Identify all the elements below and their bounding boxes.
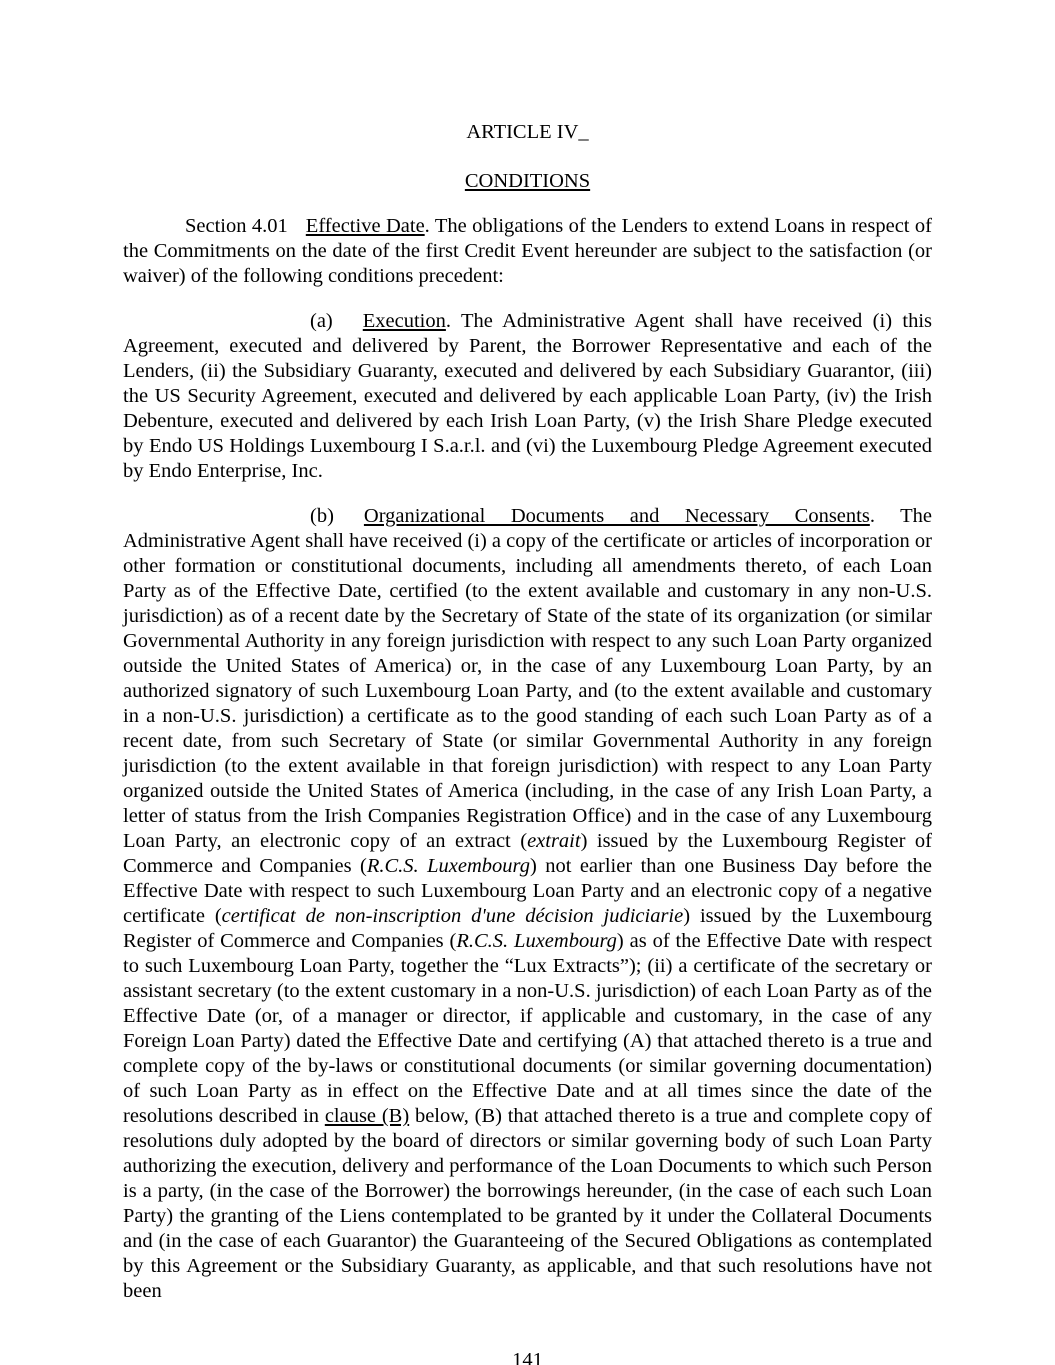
paragraph-clause-a: (a) Execution. The Administrative Agent shall have received (i) this Agreement, executed and delivered by Parent, the Borrower Representative and each of the Lenders, (ii) the Subsidiary Guaranty, executed and delivered by each Subsidiary Guarantor, (iii) the US Security Agreement, executed and delivered by each applicable Loan Party, (iv) the Irish Debenture, executed and delivered by each Irish Loan Party, (v) the Irish Share Pledge executed by Endo US Holdings Luxembourg I S.a.r.l. and (vi) the Luxembourg Pledge Agreement executed by Endo Enterprise, Inc. (123, 310, 932, 482)
paragraph-section-4-01: Section 4.01 Effective Date. The obligations of the Lenders to extend Loans in respect of the Commitments on the date of the first Credit Event hereunder are subject to the satisfaction (or waiver) of the following conditions precedent: (123, 215, 932, 287)
paragraph-clause-b: (b) Organizational Documents and Necessary Consents. The Administrative Agent shall have received (i) a copy of the certificate or articles of incorporation or other formation or constitutional documents, including all amendments thereto, of each Loan Party as of the Effective Date, certified (to the extent available and customary in any non-U.S. jurisdiction) as of a recent date by the Secretary of State of the state of its organization (or similar Governmental Authority in any foreign jurisdiction with respect to any such Loan Party organized outside the United States of America) or, in the case of any Luxembourg Loan Party, by an authorized signatory of such Luxembourg Loan Party, and (to the extent available and customary in a non-U.S. jurisdiction) a certificate as to the good standing of each such Loan Party as of a recent date, from such Secretary of State (or similar Governmental Authority in any foreign jurisdiction (to the extent available in that foreign jurisdiction) with respect to any Loan Party organized outside the United States of America (including, in the case of any Irish Loan Party, a letter of status from the Irish Companies Registration Office) and in the case of any Luxembourg Loan Party, an electronic copy of an extract (extrait) issued by the Luxembourg Register of Commerce and Companies (R.C.S. Luxembourg) not earlier than one Business Day before the Effective Date with respect to such Luxembourg Loan Party and an electronic copy of a negative certificate (certificat de non-inscription d'une décision judiciarie) issued by the Luxembourg Register of Commerce and Companies (R.C.S. Luxembourg) as of the Effective Date with respect to such Luxembourg Loan Party, together the “Lux Extracts”); (ii) a certificate of the secretary or assistant secretary (to the extent customary in a non-U.S. jurisdiction) of each Loan Party as of the Effective Date (or, of a manager or director, if applicable and customary, in the case of any Foreign Loan Party) dated the Effective Date and certifying (A) that attached thereto is a true and complete copy of the by-laws or constitutional documents (or similar governing documentation) of such Loan Party as in effect on the Effective Date and at all times since the date of the resolutions described in clause (B) below, (B) that attached thereto is a true and complete copy of resolutions duly adopted by the board of directors or similar governing body of such Loan Party authorizing the execution, delivery and performance of the Loan Documents to which such Person is a party, (in the case of the Borrower) the borrowings hereunder, (in the case of each such Loan Party) the granting of the Liens contemplated to be granted by it under the Collateral Documents and (in the case of each Guarantor) the Guaranteeing of the Secured Obligations as contemplated by this Agreement or the Subsidiary Guaranty, as applicable, and that such resolutions have not been (123, 505, 933, 1302)
page-number: 141 (512, 1349, 543, 1365)
conditions-heading: CONDITIONS (464, 170, 591, 192)
article-heading: ARTICLE IV_ (466, 121, 589, 143)
